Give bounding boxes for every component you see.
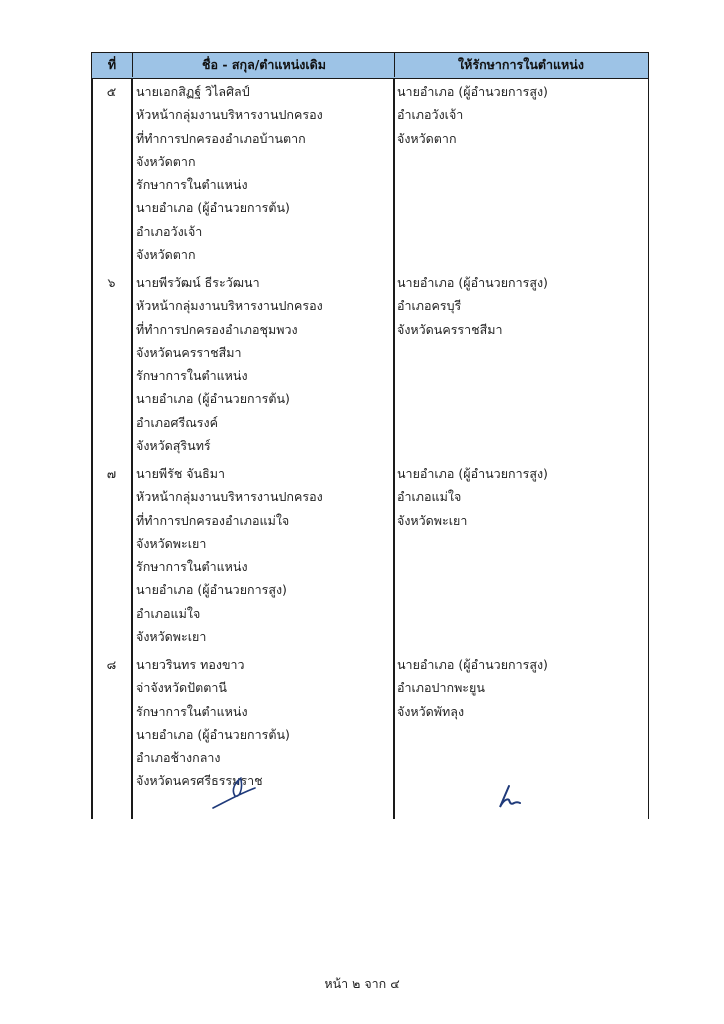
person-name: นายวรินทร ทองขาว [136,657,245,672]
original-line: หัวหน้ากลุ่มงานบริหารงานปกครอง [136,489,323,505]
header-assigned-position: ให้รักษาการในตำแหน่ง [458,57,584,72]
original-line: จังหวัดพะเยา [136,629,207,645]
assigned-position-cell [397,462,548,532]
original-line: นายอำเภอ (ผู้อำนวยการต้น) [136,391,290,407]
table-header [91,52,649,79]
assigned-line: จังหวัดพัทลุง [397,703,465,719]
assigned-position-cell [397,80,548,150]
assigned-position-cell [397,271,548,341]
original-line: นายอำเภอ (ผู้อำนวยการต้น) [136,200,290,216]
assigned-line: จังหวัดนครราชสีมา [397,321,503,337]
original-line: จังหวัดนครศรีธรรมราช [136,773,263,789]
page-number: หน้า ๒ จาก ๔ [324,976,400,991]
assigned-line: นายอำเภอ (ผู้อำนวยการสูง) [397,657,548,672]
signature-initials-right-icon [495,783,525,811]
original-line: รักษาการในตำแหน่ง [136,177,248,193]
original-line: ที่ทำการปกครองอำเภอแม่ใจ [136,512,290,528]
person-name: นายพีรัช จันธิมา [136,466,226,481]
row-number: ๘ [106,657,117,672]
original-line: จังหวัดตาก [136,247,196,263]
assigned-line: นายอำเภอ (ผู้อำนวยการสูง) [397,84,548,99]
row-number: ๕ [106,84,117,99]
original-line: หัวหน้ากลุ่มงานบริหารงานปกครอง [136,298,323,314]
original-line: รักษาการในตำแหน่ง [136,703,248,719]
assigned-line: อำเภอครบุรี [397,298,462,314]
original-position-cell [136,80,323,266]
border-left [91,79,93,819]
row-number: ๖ [107,275,116,290]
assigned-line: อำเภอวังเจ้า [397,107,464,123]
original-line: อำเภอแม่ใจ [136,605,201,621]
original-line: หัวหน้ากลุ่มงานบริหารงานปกครอง [136,107,323,123]
original-line: นายอำเภอ (ผู้อำนวยการสูง) [136,582,287,598]
original-line: จังหวัดสุรินทร์ [136,438,211,454]
person-name: นายเอกสิฏฐ์ วิไลศิลป์ [136,84,250,99]
assigned-line: จังหวัดตาก [397,130,457,146]
border-right [648,79,650,819]
row-number: ๗ [106,466,117,481]
header-name-original-position: ชื่อ - สกุล/ตำแหน่งเดิม [201,57,327,72]
original-line: รักษาการในตำแหน่ง [136,368,248,384]
person-name: นายพีรวัฒน์ ธีระวัฒนา [136,275,260,290]
border-col2 [393,79,395,819]
header-no: ที่ [107,57,117,72]
original-line: จังหวัดนครราชสีมา [136,344,242,360]
assigned-position-cell [397,653,548,723]
original-position-cell [136,462,323,648]
assigned-line: อำเภอแม่ใจ [397,489,462,505]
signature-initials-left-icon [205,772,265,812]
assigned-line: จังหวัดพะเยา [397,512,468,528]
original-line: อำเภอช้างกลาง [136,750,221,766]
original-line: อำเภอวังเจ้า [136,223,203,239]
original-position-cell [136,271,323,457]
assigned-line: นายอำเภอ (ผู้อำนวยการสูง) [397,275,548,290]
original-line: ที่ทำการปกครองอำเภอบ้านตาก [136,130,306,146]
original-line: ที่ทำการปกครองอำเภอชุมพวง [136,321,298,337]
border-col1 [131,79,133,819]
original-line: อำเภอศรีณรงค์ [136,414,218,430]
original-line: จังหวัดพะเยา [136,535,207,551]
original-line: นายอำเภอ (ผู้อำนวยการต้น) [136,726,290,742]
original-line: จ่าจังหวัดปัตตานี [136,680,227,696]
original-line: รักษาการในตำแหน่ง [136,559,248,575]
assigned-line: นายอำเภอ (ผู้อำนวยการสูง) [397,466,548,481]
original-line: จังหวัดตาก [136,153,196,169]
assigned-line: อำเภอปากพะยูน [397,680,485,696]
